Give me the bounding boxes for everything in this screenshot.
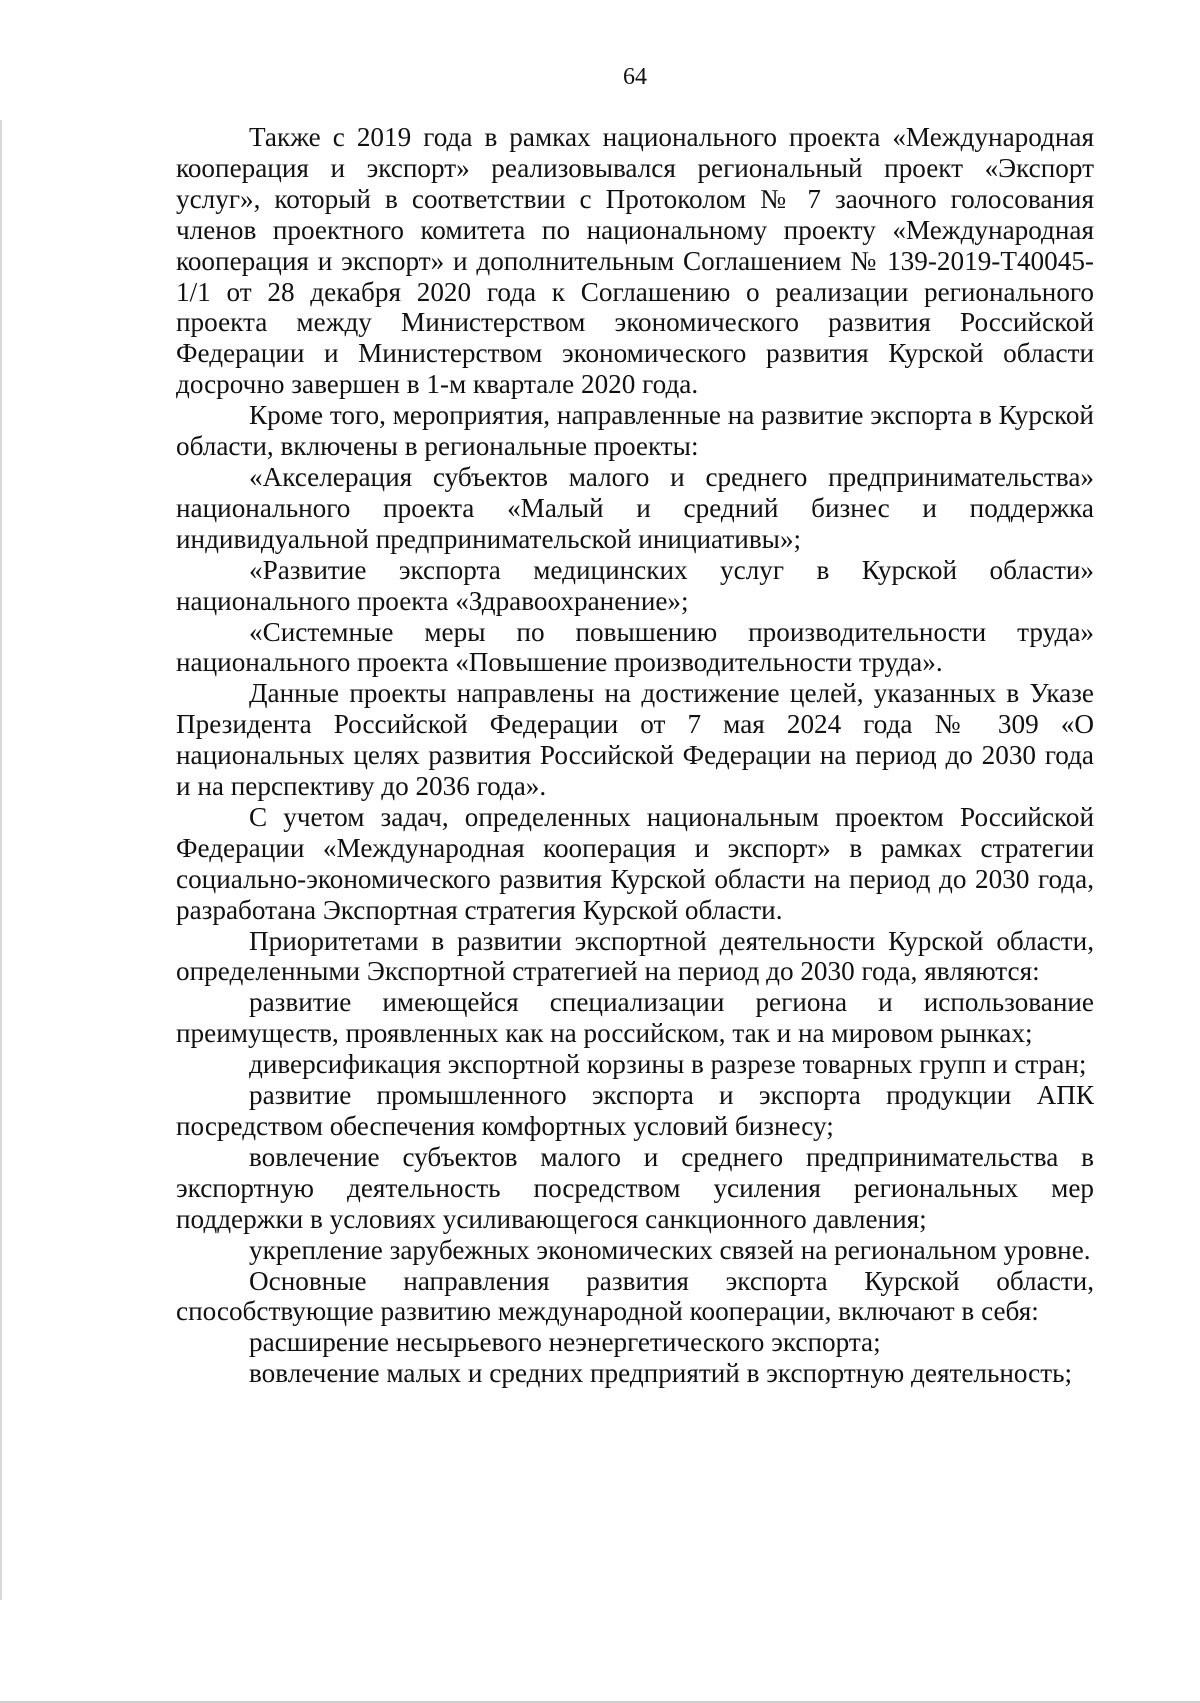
paragraph: «Акселерация субъектов малого и среднего предпринимательства» национального проекта «Малый и средний бизнес и поддержка индивидуальной предпринимательской инициативы»; (176, 461, 1094, 554)
paragraph: вовлечение субъектов малого и среднего предпринимательства в экспортную деятельность посредством усиления региональных мер поддержки в условиях усиливающегося санкционного давления; (176, 1141, 1094, 1234)
paragraph: развитие имеющейся специализации региона и использование преимуществ, проявленных как на российском, так и на мировом рынках; (176, 987, 1094, 1049)
paragraph: «Системные меры по повышению производительности труда» национального проекта «Повышение производительности труда». (176, 616, 1094, 678)
paragraph: вовлечение малых и средних предприятий в экспортную деятельность; (249, 1358, 1073, 1389)
paragraph: Основные направления развития экспорта Курской области, способствующие развитию международной кооперации, включают в себя: (176, 1265, 1094, 1327)
page-number: 64 (623, 64, 647, 90)
paragraph: укрепление зарубежных экономических связей на региональном уровне. (249, 1234, 1091, 1265)
paragraph: развитие промышленного экспорта и экспорта продукции АПК посредством обеспечения комфортных условий бизнесу; (176, 1080, 1094, 1141)
document-body (176, 122, 1094, 1389)
paragraph: Кроме того, мероприятия, направленные на развитие экспорта в Курской области, включены в региональные проекты: (176, 400, 1094, 462)
paragraph: Также с 2019 года в рамках национального проекта «Международная кооперация и экспорт» реализовывался региональный проект «Экспорт услуг», который в соответствии с Протоколом № 7 заочного голосования членов проектного комитета по национальному проекту «Международная кооперация и экспорт» и дополнительным Соглашением № 139-2019-T40045-1/1 от 28 декабря 2020 года к Соглашению о реализации регионального проекта между Министерством экономического развития Российской Федерации и Министерством экономического развития Курской области досрочно завершен в 1-м квартале 2020 года. (176, 122, 1094, 400)
paragraph: Приоритетами в развитии экспортной деятельности Курской области, определенными Экспортной стратегией на период до 2030 года, являются: (176, 925, 1094, 987)
paragraph: диверсификация экспортной корзины в разрезе товарных групп и стран; (249, 1049, 1087, 1080)
paragraph: «Развитие экспорта медицинских услуг в Курской области» национального проекта «Здравоохранение»; (176, 554, 1094, 616)
scan-edge-left (0, 120, 2, 1600)
paragraph: расширение несырьевого неэнергетического экспорта; (249, 1327, 881, 1358)
paragraph: С учетом задач, определенных национальным проектом Российской Федерации «Международная кооперация и экспорт» в рамках стратегии социально-экономического развития Курской области на период до 2030 года, разработана Экспортная стратегия Курской области. (176, 801, 1094, 925)
paragraph: Данные проекты направлены на достижение целей, указанных в Указе Президента Российской Федерации от 7 мая 2024 года № 309 «О национальных целях развития Российской Федерации на период до 2030 года и на перспективу до 2036 года». (176, 678, 1094, 802)
